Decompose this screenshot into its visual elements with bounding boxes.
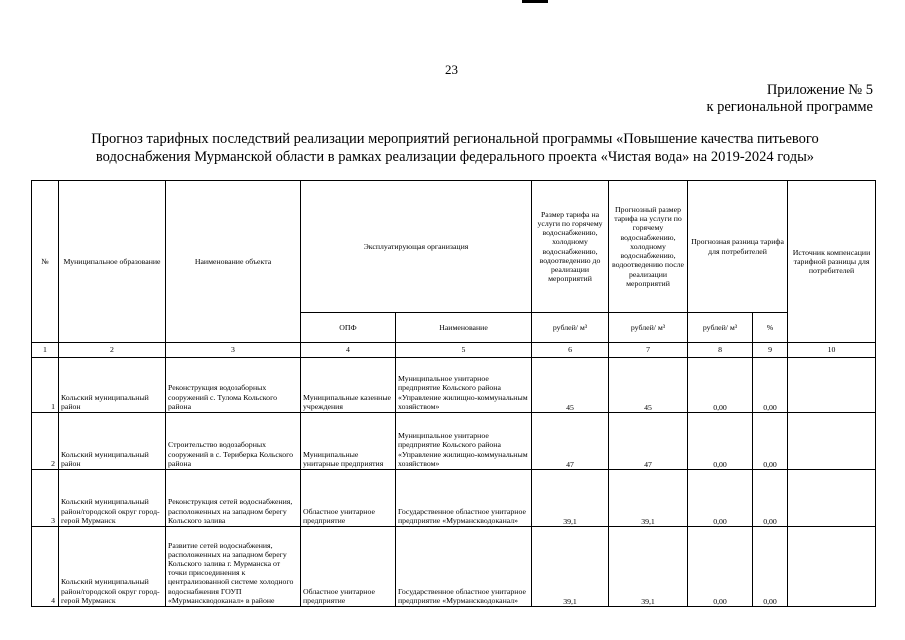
source-cell	[788, 470, 876, 527]
column-number: 9	[753, 343, 788, 358]
opf-cell: Муниципальные казенные учреждения	[301, 358, 396, 413]
operator-name-cell: Государственное областное унитарное предприятие «Мурманскводоканал»	[396, 470, 532, 527]
header-no: №	[32, 181, 59, 343]
appendix-line-2: к региональной программе	[706, 99, 873, 115]
source-cell	[788, 527, 876, 607]
header-row-main	[32, 181, 876, 313]
tariff-after-cell: 39,1	[609, 527, 688, 607]
tariff-after-cell: 47	[609, 413, 688, 470]
header-opf: ОПФ	[301, 313, 396, 343]
object-cell: Строительство водозаборных сооружений в с. Териберка Кольского района	[166, 413, 301, 470]
tariff-after-cell: 45	[609, 358, 688, 413]
appendix-line-1: Приложение № 5	[766, 82, 873, 98]
row-number: 4	[32, 527, 59, 607]
opf-cell: Областное унитарное предприятие	[301, 527, 396, 607]
column-number: 3	[166, 343, 301, 358]
opf-cell: Муниципальные унитарные предприятия	[301, 413, 396, 470]
table-row	[32, 527, 876, 607]
percent-cell: 0,00	[753, 527, 788, 607]
municipality-cell: Кольский муниципальный район	[59, 413, 166, 470]
tariff-before-cell: 47	[532, 413, 609, 470]
tariff-table	[31, 180, 876, 607]
column-number: 5	[396, 343, 532, 358]
column-number-row	[32, 343, 876, 358]
opf-cell: Областное унитарное предприятие	[301, 470, 396, 527]
scan-mark	[522, 0, 548, 3]
header-name: Наименование	[396, 313, 532, 343]
header-difference: Прогнозная разница тарифа для потребителей	[688, 181, 788, 313]
operator-name-cell: Государственное областное унитарное предприятие «Мурманскводоканал»	[396, 527, 532, 607]
operator-name-cell: Муниципальное унитарное предприятие Кольского района «Управление жилищно-коммунальным хозяйством»	[396, 358, 532, 413]
diff-cell: 0,00	[688, 413, 753, 470]
diff-cell: 0,00	[688, 527, 753, 607]
document-title	[40, 130, 870, 166]
column-number: 4	[301, 343, 396, 358]
header-percent: %	[753, 313, 788, 343]
operator-name-cell: Муниципальное унитарное предприятие Кольского района «Управление жилищно-коммунальным хозяйством»	[396, 413, 532, 470]
title-line-1: Прогноз тарифных последствий реализации мероприятий региональной программы «Повышение качества питьевого	[91, 131, 819, 147]
header-object: Наименование объекта	[166, 181, 301, 343]
object-cell: Реконструкция водозаборных сооружений с. Тулома Кольского района	[166, 358, 301, 413]
header-unit-after: рублей/ м³	[609, 313, 688, 343]
municipality-cell: Кольский муниципальный район/городской округ город-герой Мурманск	[59, 470, 166, 527]
column-number: 10	[788, 343, 876, 358]
source-cell	[788, 413, 876, 470]
diff-cell: 0,00	[688, 470, 753, 527]
municipality-cell: Кольский муниципальный район/городской округ город-герой Мурманск	[59, 527, 166, 607]
table-row	[32, 470, 876, 527]
header-municipality: Муниципальное образование	[59, 181, 166, 343]
column-number: 8	[688, 343, 753, 358]
object-cell: Реконструкция сетей водоснабжения, расположенных на западном берегу Кольского залива	[166, 470, 301, 527]
header-tariff-before: Размер тарифа на услуги по горячему водоснабжению, холодному водоснабжению, водоотведению до реализации мероприятий	[532, 181, 609, 313]
column-number: 6	[532, 343, 609, 358]
header-operator: Эксплуатирующая организация	[301, 181, 532, 313]
municipality-cell: Кольский муниципальный район	[59, 358, 166, 413]
percent-cell: 0,00	[753, 413, 788, 470]
header-source: Источник компенсации тарифной разницы для потребителей	[788, 181, 876, 343]
row-number: 1	[32, 358, 59, 413]
header-unit-before: рублей/ м³	[532, 313, 609, 343]
tariff-after-cell: 39,1	[609, 470, 688, 527]
percent-cell: 0,00	[753, 470, 788, 527]
column-number: 2	[59, 343, 166, 358]
header-unit-diff: рублей/ м³	[688, 313, 753, 343]
diff-cell: 0,00	[688, 358, 753, 413]
object-cell: Развитие сетей водоснабжения, расположенных на западном берегу Кольского залива г. Мурманска от точки присоединения к централизованной системе холодного водоснабжения ГОУП «Мурманскводоканал» в районе	[166, 527, 301, 607]
row-number: 2	[32, 413, 59, 470]
tariff-before-cell: 45	[532, 358, 609, 413]
table-row	[32, 413, 876, 470]
header-tariff-after: Прогнозный размер тарифа на услуги по горячему водоснабжению, холодному водоснабжению, водоотведению после реализации мероприятий	[609, 181, 688, 313]
table-row	[32, 358, 876, 413]
row-number: 3	[32, 470, 59, 527]
source-cell	[788, 358, 876, 413]
appendix-caption	[706, 82, 873, 116]
column-number: 7	[609, 343, 688, 358]
tariff-before-cell: 39,1	[532, 527, 609, 607]
percent-cell: 0,00	[753, 358, 788, 413]
title-line-2: водоснабжения Мурманской области в рамках реализации федерального проекта «Чистая вода» на 2019-2024 годы»	[95, 149, 815, 165]
page-number: 23	[445, 62, 458, 77]
tariff-before-cell: 39,1	[532, 470, 609, 527]
column-number: 1	[32, 343, 59, 358]
